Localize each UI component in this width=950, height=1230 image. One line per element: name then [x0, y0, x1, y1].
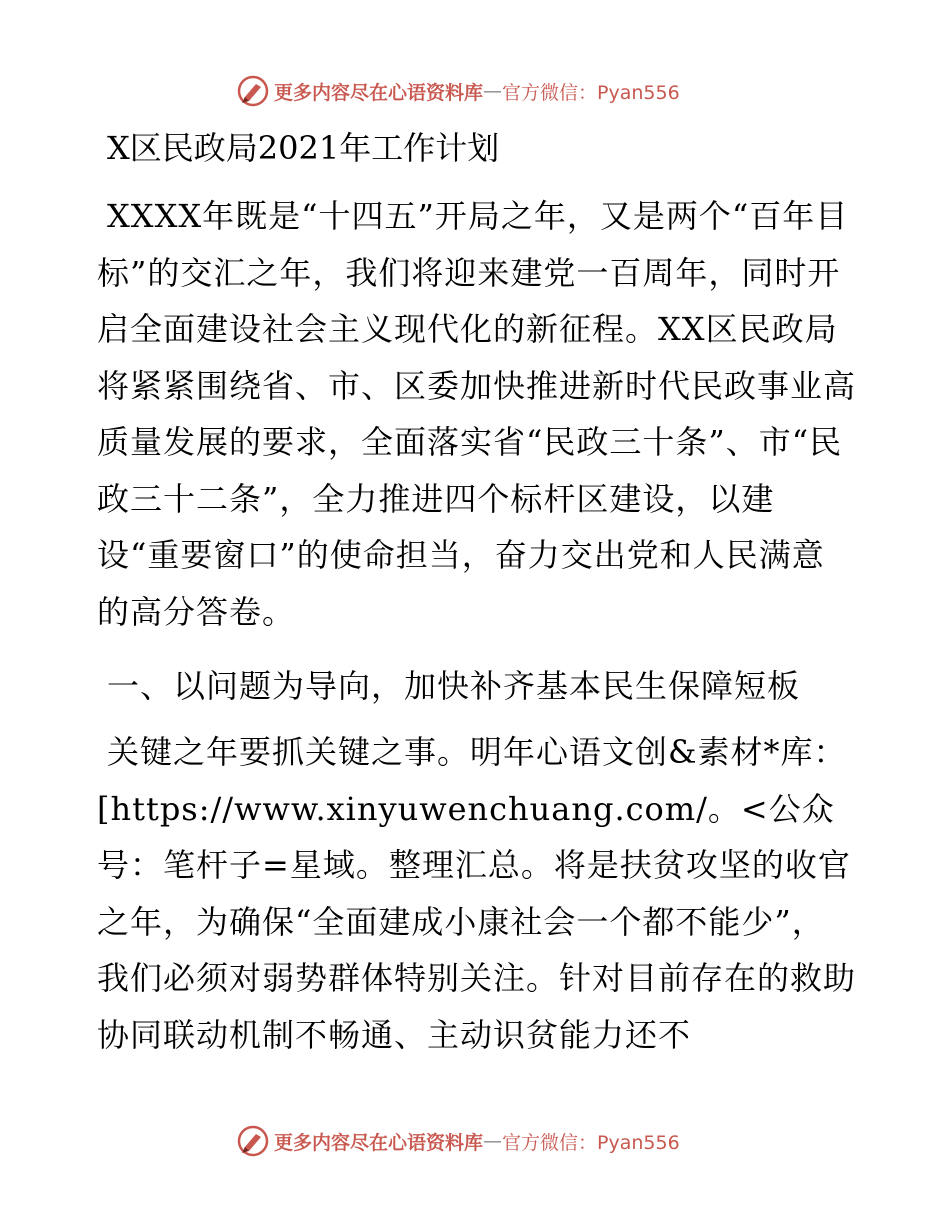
pen-logo-icon	[236, 1124, 270, 1158]
document-body	[97, 116, 857, 1063]
watermark-contact: 官方微信：Pyan556	[502, 1131, 680, 1154]
watermark-header	[236, 74, 680, 108]
watermark-dash: —	[483, 1130, 503, 1152]
watermark-text: 更多内容尽在心语资料库	[274, 81, 484, 104]
section-1-heading: 一、以问题为导向，加快补齐基本民生保障短板	[107, 667, 801, 705]
intro-paragraph: XXXX年既是“十四五”开局之年，又是两个“百年目标”的交汇之年，我们将迎来建党一百周年，同时开启全面建设社会主义现代化的新征程。XX区民政局将紧紧围绕省、市、区委加快推进新时代民政事业高质量发展的要求，全面落实省“民政三十条”、市“民政三十二条”，全力推进四个标杆区建设，以建设“重要窗口”的使命担当，奋力交出党和人民满意的高分答卷。	[97, 197, 857, 631]
pen-logo-icon	[236, 74, 270, 108]
watermark-text: 更多内容尽在心语资料库	[274, 1131, 484, 1154]
watermark-dash: —	[483, 80, 503, 102]
section-1-paragraph: 关键之年要抓关键之事。明年心语文创&素材*库：[https://www.xinyuwenchuang.com/。<公众号：笔杆子=星域。整理汇总。将是扶贫攻坚的收官之年，为确保“全面建成小康社会一个都不能少”，我们必须对弱势群体特别关注。针对目前存在的救助协同联动机制不畅通、主动识贫能力还不	[97, 733, 857, 1054]
watermark-contact: 官方微信：Pyan556	[502, 81, 680, 104]
document-title: X区民政局2021年工作计划	[107, 129, 500, 167]
watermark-footer	[236, 1124, 680, 1158]
